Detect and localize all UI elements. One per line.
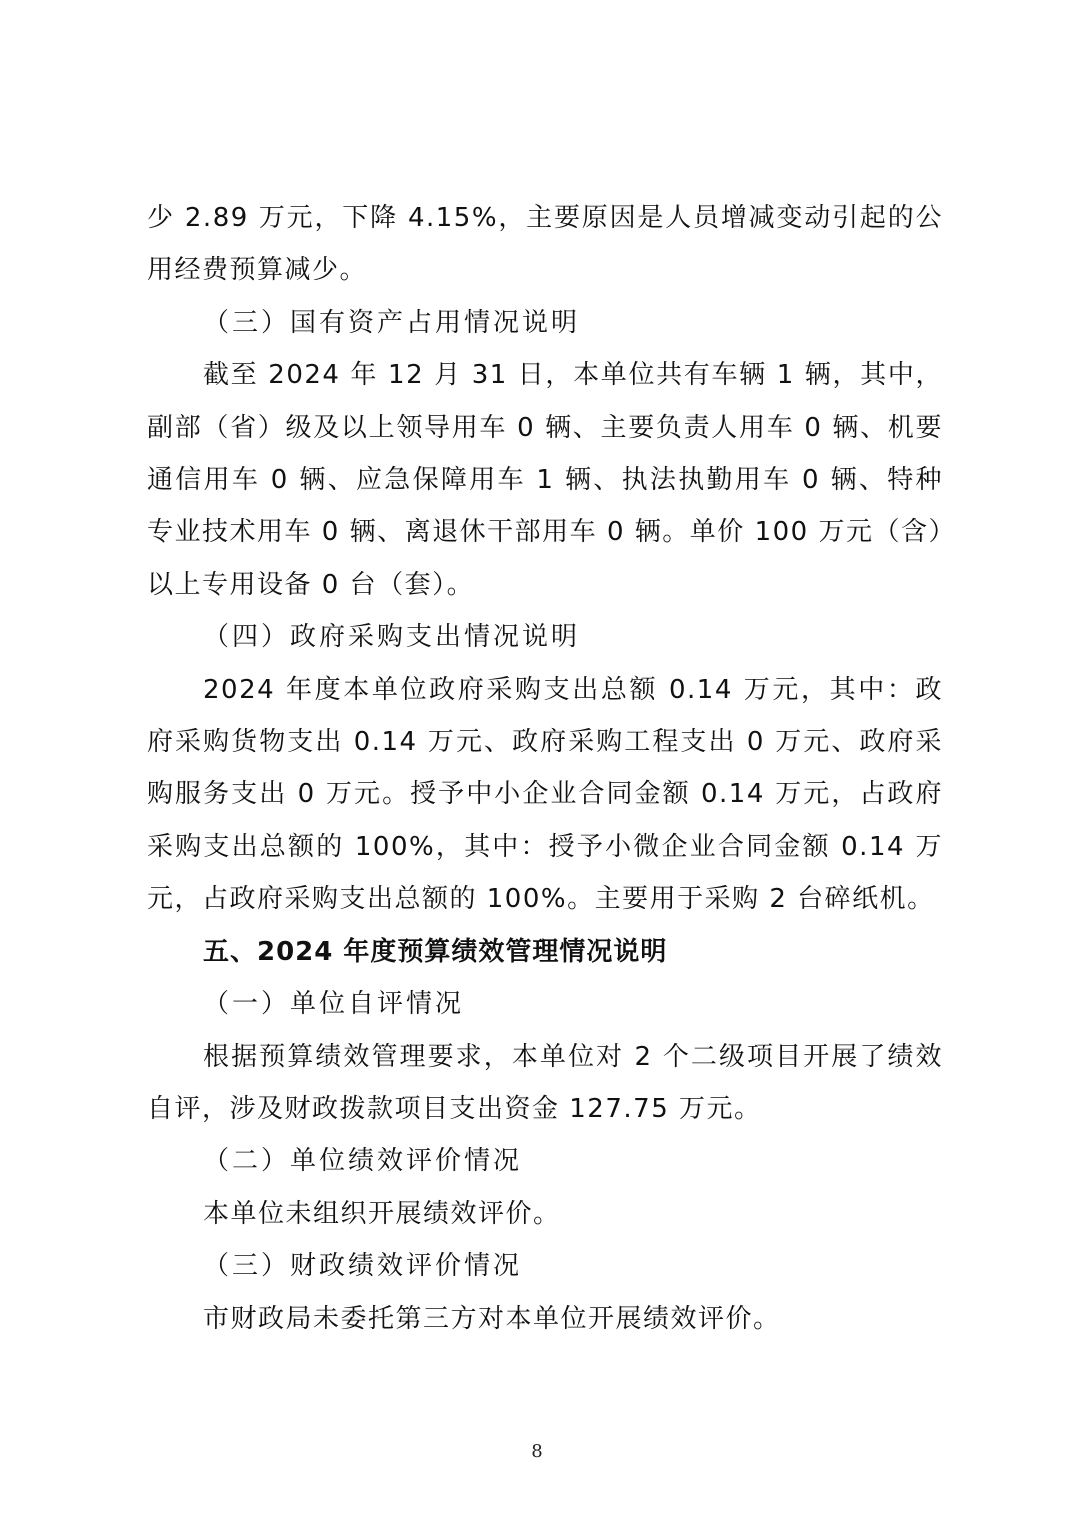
heading-unit-evaluation: （二）单位绩效评价情况 xyxy=(203,1146,523,1177)
page-body xyxy=(147,192,943,1345)
heading-government-procurement: （四）政府采购支出情况说明 xyxy=(203,622,581,653)
paragraph-vehicles: 截至 2024 年 12 月 31 日，本单位共有车辆 1 辆，其中，副部（省）级及以上领导用车 0 辆、主要负责人用车 0 辆、机要通信用车 0 辆、应急保障用车 1 辆、执法执勤用车 0 辆、特种专业技术用车 0 辆、离退休干部用车 0 辆。单价 100 万元（含）以上专用设备 0 台（套）。 xyxy=(147,360,943,600)
paragraph-unit-evaluation: 本单位未组织开展绩效评价。 xyxy=(203,1198,561,1229)
heading-performance-management: 五、2024 年度预算绩效管理情况说明 xyxy=(203,936,668,967)
paragraph-procurement: 2024 年度本单位政府采购支出总额 0.14 万元，其中：政府采购货物支出 0.14 万元、政府采购工程支出 0 万元、政府采购服务支出 0 万元。授予中小企业合同金额 0.14 万元，占政府采购支出总额的 100%，其中：授予小微企业合同金额 0.14 万元，占政府采购支出总额的 100%。主要用于采购 2 台碎纸机。 xyxy=(147,674,943,915)
paragraph-public-expense-decrease: 少 2.89 万元，下降 4.15%，主要原因是人员增减变动引起的公用经费预算减少。 xyxy=(147,203,943,286)
paragraph-finance-evaluation: 市财政局未委托第三方对本单位开展绩效评价。 xyxy=(203,1303,781,1334)
heading-self-evaluation: （一）单位自评情况 xyxy=(203,989,465,1020)
paragraph-self-evaluation: 根据预算绩效管理要求，本单位对 2 个二级项目开展了绩效自评，涉及财政拨款项目支出资金 127.75 万元。 xyxy=(147,1041,943,1124)
heading-state-assets: （三）国有资产占用情况说明 xyxy=(203,307,581,338)
page-number: 8 xyxy=(531,1441,543,1462)
heading-finance-evaluation: （三）财政绩效评价情况 xyxy=(203,1251,523,1282)
